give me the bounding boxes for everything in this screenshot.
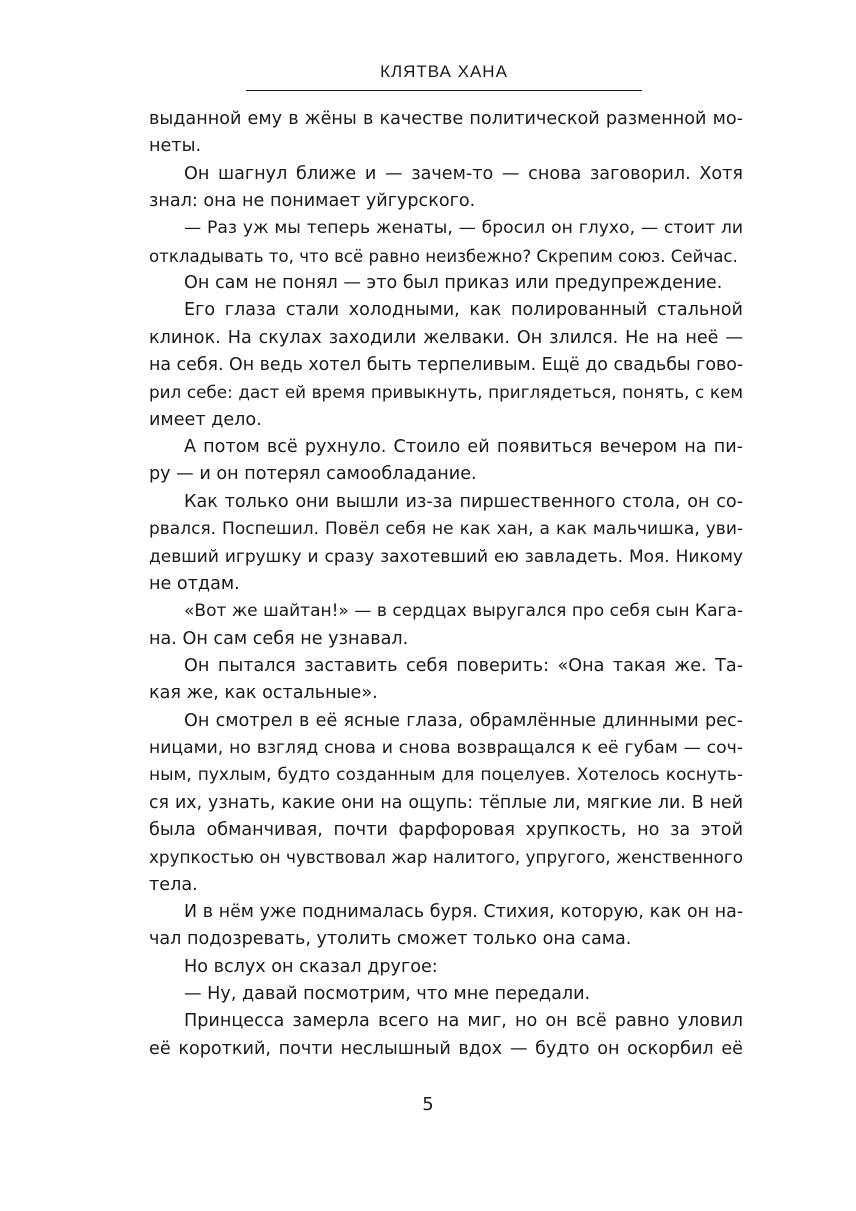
text-line: знал: она не понимает уйгурского.	[149, 191, 476, 212]
text-line: ницами, но взгляд снова и снова возвращался к её губам — соч-	[149, 737, 743, 758]
header-rule	[246, 90, 642, 91]
page-number: 5	[422, 1094, 434, 1115]
text-line: тела.	[149, 874, 198, 895]
text-line: рвался. Поспешил. Повёл себя не как хан, а как мальчишка, уви-	[149, 519, 743, 540]
text-line: Он шагнул ближе и — зачем-то — снова заговорил. Хотя	[184, 163, 743, 184]
text-line: не отдам.	[149, 573, 240, 594]
text-line: Его глаза стали холодными, как полированный стальной	[184, 300, 743, 321]
text-line: откладывать то, что всё равно неизбежно? Скрепим союз. Сейчас.	[149, 246, 738, 266]
text-line: ру — и он потерял самообладание.	[149, 464, 477, 485]
text-line: на. Он сам себя не узнавал.	[149, 628, 409, 649]
text-line: ным, пухлым, будто созданным для поцелуев. Хотелось коснуть-	[149, 765, 743, 786]
text-line: хрупкостью он чувствовал жар налитого, упругого, женственного	[149, 847, 743, 868]
body-text	[149, 106, 743, 1063]
text-line: И в нём уже поднималась буря. Стихия, которую, как он на-	[184, 901, 743, 922]
text-line: рил себе: даст ей время привыкнуть, приглядеться, понять, с кем	[149, 382, 743, 403]
text-line: Он пытался заставить себя поверить: «Она такая же. Та-	[184, 655, 743, 676]
text-line: её короткий, почти неслышный вдох — будто он оскорбил её	[149, 1038, 743, 1059]
text-line: девший игрушку и сразу захотевший ею завладеть. Моя. Никому	[149, 546, 743, 567]
text-line: Принцесса замерла всего на миг, но он всё равно уловил	[184, 1011, 743, 1032]
text-line: Как только они вышли из-за пиршественного стола, он со-	[184, 491, 743, 512]
text-line: кая же, как остальные».	[149, 683, 378, 704]
running-header: КЛЯТВА ХАНА	[380, 62, 508, 81]
text-line: неты.	[149, 136, 202, 157]
text-line: клинок. На скулах заходили желваки. Он злился. Не на неё —	[149, 327, 743, 348]
text-line: была обманчивая, почти фарфоровая хрупкость, но за этой	[149, 819, 743, 840]
text-line: — Раз уж мы теперь женаты, — бросил он глухо, — стоит ли	[184, 218, 743, 239]
text-line: — Ну, давай посмотрим, что мне передали.	[184, 984, 591, 1004]
text-line: Он смотрел в её ясные глаза, обрамлённые длинными рес-	[184, 710, 743, 731]
text-line: Но вслух он сказал другое:	[184, 956, 438, 977]
text-line: чал подозревать, утолить сможет только она сама.	[149, 929, 632, 950]
text-line: выданной ему в жёны в качестве политической разменной мо-	[149, 109, 743, 129]
text-line: на себя. Он ведь хотел быть терпеливым. Ещё до свадьбы гово-	[149, 355, 744, 376]
text-line: Он сам не понял — это был приказ или предупреждение.	[184, 273, 723, 294]
text-line: имеет дело.	[149, 409, 262, 430]
text-line: А потом всё рухнуло. Стоило ей появиться вечером на пи-	[184, 437, 743, 458]
text-line: «Вот же шайтан!» — в сердцах выругался про себя сын Кага-	[184, 601, 743, 622]
text-line: ся их, узнать, какие они на ощупь: тёплые ли, мягкие ли. В ней	[149, 792, 743, 813]
